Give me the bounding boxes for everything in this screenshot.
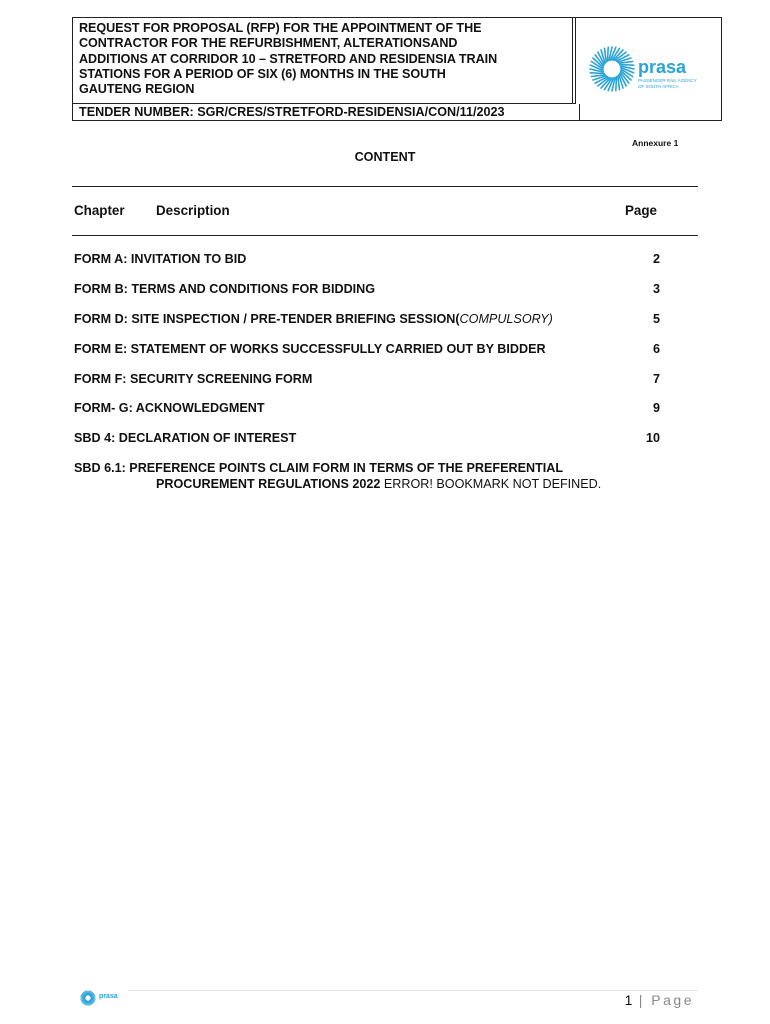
toc-entry-page: 2 (652, 252, 660, 266)
rfp-title-line: ADDITIONS AT CORRIDOR 10 – STRETFORD AND RESIDENSIA TRAIN (79, 51, 498, 66)
toc-entry-page: 10 (645, 431, 660, 445)
toc-entry-page: 5 (652, 312, 660, 326)
column-page: Page (625, 203, 658, 218)
toc-entry-title: FORM F: SECURITY SCREENING FORM (74, 372, 313, 386)
toc-entry[interactable] (74, 342, 660, 357)
toc-entry-page: 3 (652, 282, 660, 296)
toc-entry[interactable] (74, 282, 660, 297)
toc-entry[interactable] (74, 401, 660, 416)
toc-entry[interactable] (74, 252, 660, 267)
page-number: 1 (624, 992, 633, 1008)
toc-entry-title: FORM- G: ACKNOWLEDGMENT (74, 401, 265, 415)
toc-entry-sbd61[interactable] (74, 461, 674, 492)
toc-entry[interactable] (74, 312, 660, 327)
page-separator: | (632, 992, 652, 1008)
logo-tagline: PASSENGER RAIL AGENCY OF SOUTH AFRICA (638, 78, 697, 89)
toc-entry-title: FORM B: TERMS AND CONDITIONS FOR BIDDING (74, 282, 376, 296)
toc-entry-title: FORM D: SITE INSPECTION / PRE-TENDER BRIEFING SESSION( (74, 312, 460, 326)
footer-logo-icon (80, 990, 96, 1006)
annexure-label: Annexure 1 (632, 138, 679, 148)
toc-entry-note: COMPULSORY) (459, 312, 553, 326)
header-box (72, 17, 722, 121)
toc-entry-title-cont: PROCUREMENT REGULATIONS 2022 (156, 476, 381, 491)
toc-entry-title: SBD 6.1: PREFERENCE POINTS CLAIM FORM IN TERMS OF THE PREFERENTIAL (74, 461, 564, 475)
toc-entry-title: FORM E: STATEMENT OF WORKS SUCCESSFULLY CARRIED OUT BY BIDDER (74, 342, 546, 356)
toc-entry-title: SBD 4: DECLARATION OF INTEREST (74, 431, 297, 445)
rfp-title (73, 18, 576, 104)
toc-entry[interactable] (74, 372, 660, 387)
toc-entry[interactable] (74, 431, 660, 446)
column-chapter: Chapter (74, 203, 125, 218)
footer-divider (128, 990, 698, 991)
logo-cell (580, 18, 721, 120)
divider (72, 235, 698, 236)
rfp-title-line: CONTRACTOR FOR THE REFURBISHMENT, ALTERATIONSAND (79, 36, 458, 51)
page-footer (625, 992, 694, 1008)
bookmark-error: ERROR! BOOKMARK NOT DEFINED. (380, 476, 602, 491)
prasa-sunburst-icon (588, 45, 636, 93)
toc-entry-page: 6 (652, 342, 660, 356)
toc-entry-title: FORM A: INVITATION TO BID (74, 252, 247, 266)
toc-entry-page: 9 (652, 401, 660, 415)
content-heading: CONTENT (354, 150, 416, 164)
page-label: Page (651, 992, 694, 1008)
logo-wordmark: prasa (638, 57, 687, 77)
tender-number: TENDER NUMBER: SGR/CRES/STRETFORD-RESIDENSIA/CON/11/2023 (73, 104, 580, 121)
footer-logo-wordmark: prasa (99, 993, 118, 1000)
toc-entry-page: 7 (652, 372, 660, 386)
column-description: Description (156, 203, 230, 218)
rfp-title-line: STATIONS FOR A PERIOD OF SIX (6) MONTHS IN THE SOUTH (79, 66, 446, 81)
divider (72, 186, 698, 187)
rfp-title-line: GAUTENG REGION (79, 82, 195, 97)
rfp-title-line: REQUEST FOR PROPOSAL (RFP) FOR THE APPOINTMENT OF THE (79, 21, 482, 35)
